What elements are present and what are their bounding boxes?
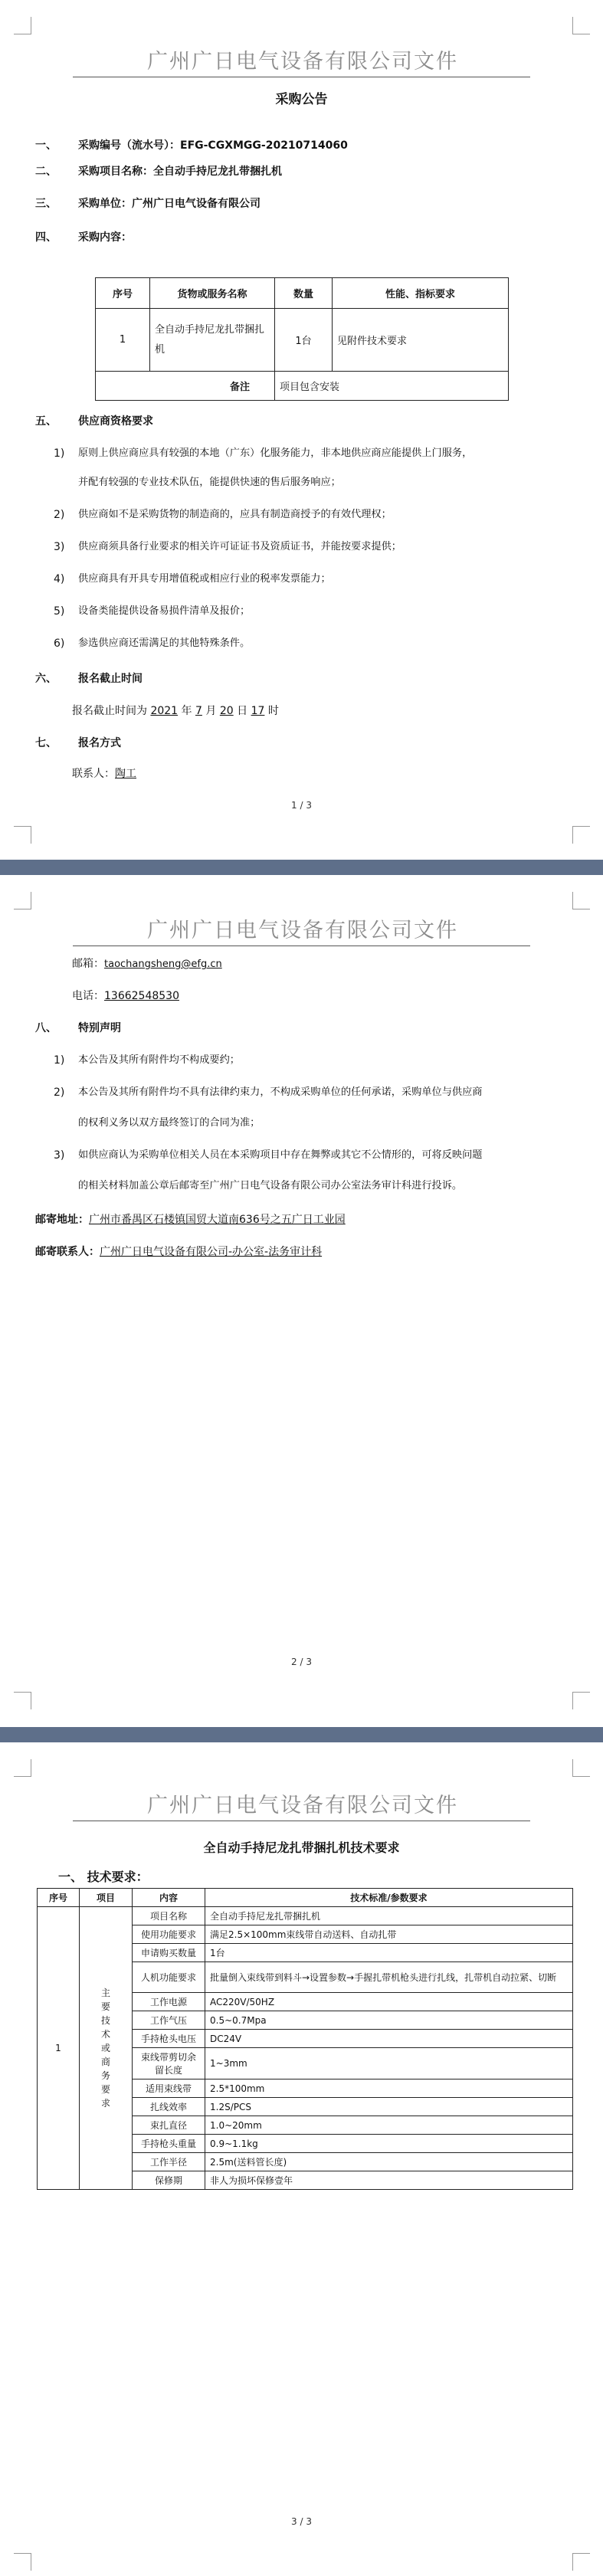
list-number: 1): [54, 1054, 65, 1067]
table-cell-spec: 1.2S/PCS: [205, 2098, 573, 2116]
mailing-recipient: 邮寄联系人：广州广日电气设备有限公司-办公室-法务审计科: [35, 1246, 323, 1258]
table-cell-item: 手持枪头重量: [133, 2135, 205, 2153]
table-cell-spec: 0.9~1.1kg: [205, 2135, 573, 2153]
page-number: 1 / 3: [291, 800, 312, 811]
table-cell-item: 项目名称: [133, 1907, 205, 1925]
table-cell-seq: 1: [38, 1907, 80, 2190]
table-header: 数量: [275, 278, 333, 309]
purchase-content-table: [95, 277, 509, 401]
page-separator: [0, 860, 603, 875]
project-char: 技: [100, 2015, 110, 2026]
project-char: 务: [100, 2070, 110, 2081]
document-page-1: [0, 0, 603, 860]
page-number: 2 / 3: [291, 1657, 312, 1667]
page-header: 广州广日电气设备有限公司文件: [147, 50, 458, 74]
crop-mark: [14, 1759, 31, 1777]
page-separator: [0, 1727, 603, 1742]
table-cell: 项目包含安装: [275, 372, 509, 401]
project-char: 或: [100, 2043, 110, 2053]
section-heading: 采购内容：: [78, 231, 132, 244]
table-cell-item: 适用束线带: [133, 2079, 205, 2098]
table-cell-item: 工作气压: [133, 2011, 205, 2030]
table-cell-spec: 0.5~0.7Mpa: [205, 2011, 573, 2030]
table-cell-item: 扎线效率: [133, 2098, 205, 2116]
section-number: 一、: [35, 139, 57, 152]
table-cell-project: [80, 1907, 133, 2190]
list-item-cont: 的权利义务以双方最终签订的合同为准；: [78, 1117, 261, 1129]
project-char: 主: [100, 1988, 110, 1998]
table-cell-spec: 2.5m(送料管长度): [205, 2153, 573, 2171]
list-number: 2): [54, 509, 65, 521]
crop-mark: [572, 1692, 590, 1709]
table-cell-spec: 1.0~20mm: [205, 2116, 573, 2135]
table-cell-spec: 1台: [205, 1944, 573, 1962]
table-cell-spec: 全自动手持尼龙扎带捆扎机: [205, 1907, 573, 1925]
table-cell-item: 使用功能要求: [133, 1925, 205, 1944]
spec-table: [37, 1888, 573, 2190]
table-cell: 1台: [275, 309, 333, 372]
table-cell-item: 工作电源: [133, 1993, 205, 2011]
document-page-3: [0, 1742, 603, 2576]
contact-line: 联系人：陶工: [72, 768, 136, 780]
table-cell-spec: 批量倒入束线带到料斗→设置参数→手握扎带机枪头进行扎线，扎带机自动拉紧、切断: [205, 1962, 573, 1993]
table-header: 项目: [80, 1889, 133, 1907]
table-row: [38, 1907, 573, 1925]
project-char: 商: [100, 2057, 110, 2067]
list-item: 如供应商认为采购单位相关人员在本采购项目中存在舞弊或其它不公情形的，可将反映问题: [78, 1149, 483, 1161]
table-header: 序号: [38, 1889, 80, 1907]
list-number: 4): [54, 573, 65, 585]
table-cell-item: 保修期: [133, 2171, 205, 2190]
project-char: 术: [100, 2029, 110, 2040]
crop-mark: [572, 17, 590, 34]
table-cell-spec: 满足2.5×100mm束线带自动送料、自动扎带: [205, 1925, 573, 1944]
deadline-text: 报名截止时间为 2021 年 7 月 20 日 17 时: [72, 705, 279, 717]
crop-mark: [572, 1759, 590, 1777]
list-item: 供应商如不是采购货物的制造商的，应具有制造商授予的有效代理权；: [78, 509, 392, 520]
page-header: 广州广日电气设备有限公司文件: [147, 919, 458, 942]
list-item: 参选供应商还需满足的其他特殊条件。: [78, 637, 251, 649]
table-row: [96, 372, 509, 401]
table-cell-item: 手持枪头电压: [133, 2030, 205, 2048]
table-cell-item: 束线带剪切余留长度: [133, 2048, 205, 2079]
table-cell-spec: 非人为损坏保修壹年: [205, 2171, 573, 2190]
table-row: [96, 309, 509, 372]
table-cell-item: 束扎直径: [133, 2116, 205, 2135]
table-header: 货物或服务名称: [150, 278, 275, 309]
section-heading: 特别声明: [78, 1022, 121, 1034]
section-number: 六、: [35, 673, 57, 685]
crop-mark: [14, 826, 31, 844]
spec-subtitle: 一、 技术要求：: [58, 1870, 149, 1884]
section-number: 二、: [35, 166, 57, 178]
page-header: 广州广日电气设备有限公司文件: [147, 1794, 458, 1817]
list-item: 本公告及其所有附件均不构成要约；: [78, 1054, 240, 1066]
table-cell-spec: AC220V/50HZ: [205, 1993, 573, 2011]
list-item-cont: 的相关材料加盖公章后邮寄至广州广日电气设备有限公司办公室法务审计科进行投诉。: [78, 1180, 463, 1191]
table-cell-item: 人机功能要求: [133, 1962, 205, 1993]
table-cell-spec: DC24V: [205, 2030, 573, 2048]
table-cell-spec: 2.5*100mm: [205, 2079, 573, 2098]
project-char: 要: [100, 2084, 110, 2095]
table-cell: 全自动手持尼龙扎带捆扎机: [150, 309, 275, 372]
table-header: 技术标准/参数要求: [205, 1889, 573, 1907]
list-number: 3): [54, 1149, 65, 1162]
crop-mark: [14, 892, 31, 909]
project-char: 求: [100, 2098, 110, 2109]
table-header: 性能、指标要求: [333, 278, 509, 309]
table-cell-item: 工作半径: [133, 2153, 205, 2171]
page-number: 3 / 3: [291, 2516, 312, 2527]
section-number: 四、: [35, 231, 57, 244]
table-header: 内容: [133, 1889, 205, 1907]
crop-mark: [572, 2553, 590, 2571]
crop-mark: [572, 892, 590, 909]
section-number: 七、: [35, 737, 57, 749]
table-cell: 备注: [96, 372, 275, 401]
section-number: 八、: [35, 1022, 57, 1034]
list-number: 5): [54, 605, 65, 618]
list-item: 本公告及其所有附件均不具有法律约束力，不构成采购单位的任何承诺，采购单位与供应商: [78, 1086, 483, 1098]
section-heading: 报名方式: [78, 737, 121, 749]
list-item: 设备类能提供设备易损件清单及报价；: [78, 605, 251, 617]
table-cell-spec: 1~3mm: [205, 2048, 573, 2079]
list-number: 2): [54, 1086, 65, 1099]
section-heading: 报名截止时间: [78, 673, 143, 685]
table-cell: 见附件技术要求: [333, 309, 509, 372]
purchase-number: 采购编号（流水号）：EFG-CGXMGG-20210714060: [78, 139, 348, 152]
project-char: 要: [100, 2001, 110, 2012]
list-number: 3): [54, 541, 65, 553]
section-number: 三、: [35, 198, 57, 210]
crop-mark: [572, 826, 590, 844]
list-item-cont: 并配有较强的专业技术队伍，能提供快速的售后服务响应；: [78, 477, 341, 488]
section-heading: 供应商资格要求: [78, 415, 153, 428]
section-number: 五、: [35, 415, 57, 428]
purchasing-unit: 采购单位：广州广日电气设备有限公司: [78, 198, 261, 210]
mailing-address: 邮寄地址：广州市番禺区石楼镇国贸大道南636号之五广日工业园: [35, 1214, 346, 1226]
list-number: 6): [54, 637, 65, 650]
list-item: 供应商具有开具专用增值税或相应行业的税率发票能力；: [78, 573, 331, 585]
list-item: 供应商须具备行业要求的相关许可证证书及资质证书，并能按要求提供；: [78, 541, 401, 552]
phone-line: 电话：13662548530: [72, 990, 179, 1002]
spec-title: 全自动手持尼龙扎带捆扎机技术要求: [203, 1840, 400, 1855]
notice-title: 采购公告: [275, 92, 328, 107]
crop-mark: [14, 2553, 31, 2571]
table-header: 序号: [96, 278, 150, 309]
crop-mark: [14, 1692, 31, 1709]
list-number: 1): [54, 447, 65, 460]
email-line: 邮箱：taochangsheng@efg.cn: [72, 958, 222, 970]
table-cell-item: 申请购买数量: [133, 1944, 205, 1962]
list-item: 原则上供应商应具有较强的本地（广东）化服务能力，非本地供应商应能提供上门服务，: [78, 447, 473, 459]
crop-mark: [14, 17, 31, 34]
table-cell: 1: [96, 309, 150, 372]
project-name: 采购项目名称：全自动手持尼龙扎带捆扎机: [78, 166, 282, 178]
document-page-2: [0, 875, 603, 1727]
